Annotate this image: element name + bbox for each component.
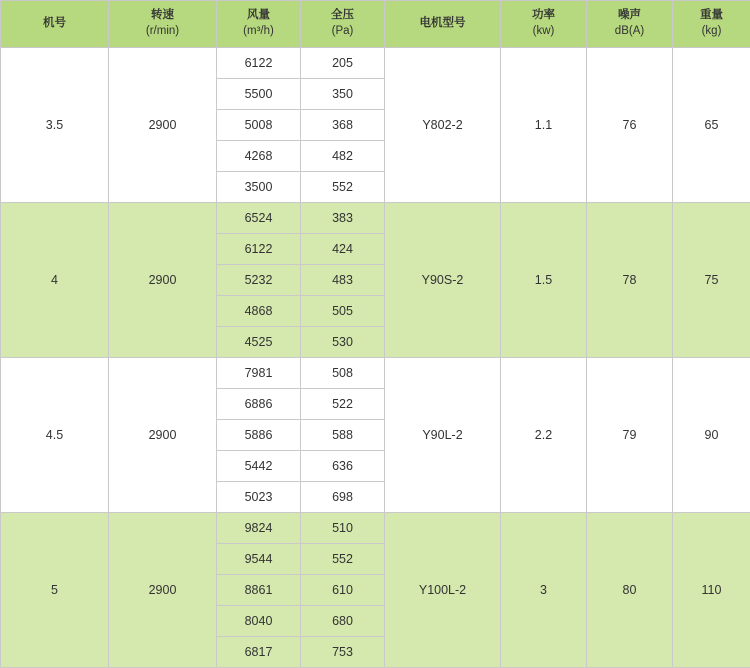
cell-airflow: 5008 [217, 110, 301, 141]
table-row [1, 203, 750, 234]
header-unit-speed: (r/min) [109, 24, 216, 40]
cell-power: 3 [501, 513, 587, 668]
header-unit-noise: dB(A) [587, 24, 672, 40]
cell-model: 4 [1, 203, 109, 358]
cell-motor-model: Y802-2 [385, 48, 501, 203]
cell-airflow: 5886 [217, 420, 301, 451]
cell-noise: 76 [587, 48, 673, 203]
cell-weight: 110 [673, 513, 750, 668]
cell-pressure: 530 [301, 327, 385, 358]
cell-pressure: 552 [301, 172, 385, 203]
cell-speed: 2900 [109, 358, 217, 513]
cell-pressure: 383 [301, 203, 385, 234]
header-cell-weight [673, 1, 750, 48]
cell-airflow: 6886 [217, 389, 301, 420]
cell-pressure: 483 [301, 265, 385, 296]
cell-noise: 80 [587, 513, 673, 668]
cell-pressure: 368 [301, 110, 385, 141]
cell-motor-model: Y100L-2 [385, 513, 501, 668]
header-cell-power [501, 1, 587, 48]
cell-pressure: 205 [301, 48, 385, 79]
cell-power: 1.5 [501, 203, 587, 358]
cell-model: 5 [1, 513, 109, 668]
cell-pressure: 522 [301, 389, 385, 420]
cell-weight: 65 [673, 48, 750, 203]
header-unit-weight: (kg) [673, 24, 750, 40]
header-title-weight: 重量 [673, 8, 750, 24]
cell-airflow: 5023 [217, 482, 301, 513]
cell-pressure: 510 [301, 513, 385, 544]
header-title-model: 机号 [1, 16, 108, 32]
cell-speed: 2900 [109, 203, 217, 358]
cell-airflow: 7981 [217, 358, 301, 389]
cell-power: 1.1 [501, 48, 587, 203]
cell-speed: 2900 [109, 513, 217, 668]
header-title-power: 功率 [501, 8, 586, 24]
cell-pressure: 680 [301, 606, 385, 637]
cell-pressure: 698 [301, 482, 385, 513]
table-row [1, 358, 750, 389]
cell-model: 4.5 [1, 358, 109, 513]
cell-airflow: 4268 [217, 141, 301, 172]
header-title-speed: 转速 [109, 8, 216, 24]
cell-airflow: 4868 [217, 296, 301, 327]
header-title-pressure: 全压 [301, 8, 384, 24]
header-cell-motor-model [385, 1, 501, 48]
cell-pressure: 588 [301, 420, 385, 451]
cell-weight: 90 [673, 358, 750, 513]
header-cell-airflow [217, 1, 301, 48]
cell-pressure: 552 [301, 544, 385, 575]
cell-motor-model: Y90S-2 [385, 203, 501, 358]
cell-pressure: 636 [301, 451, 385, 482]
header-cell-pressure [301, 1, 385, 48]
header-row [1, 1, 750, 48]
header-title-motor-model: 电机型号 [385, 16, 500, 32]
cell-airflow: 5232 [217, 265, 301, 296]
cell-weight: 75 [673, 203, 750, 358]
cell-speed: 2900 [109, 48, 217, 203]
cell-airflow: 5442 [217, 451, 301, 482]
cell-noise: 79 [587, 358, 673, 513]
header-cell-speed [109, 1, 217, 48]
cell-model: 3.5 [1, 48, 109, 203]
header-title-noise: 噪声 [587, 8, 672, 24]
cell-airflow: 5500 [217, 79, 301, 110]
cell-pressure: 610 [301, 575, 385, 606]
cell-airflow: 8861 [217, 575, 301, 606]
header-cell-model [1, 1, 109, 48]
cell-airflow: 9544 [217, 544, 301, 575]
cell-motor-model: Y90L-2 [385, 358, 501, 513]
cell-airflow: 4525 [217, 327, 301, 358]
table-body [1, 48, 750, 668]
cell-airflow: 6122 [217, 48, 301, 79]
cell-power: 2.2 [501, 358, 587, 513]
table-row [1, 513, 750, 544]
table-row [1, 48, 750, 79]
cell-airflow: 6817 [217, 637, 301, 668]
cell-airflow: 9824 [217, 513, 301, 544]
cell-airflow: 6524 [217, 203, 301, 234]
cell-airflow: 6122 [217, 234, 301, 265]
cell-pressure: 505 [301, 296, 385, 327]
cell-airflow: 3500 [217, 172, 301, 203]
table-header [1, 1, 750, 48]
header-unit-airflow: (m³/h) [217, 24, 300, 40]
header-cell-noise [587, 1, 673, 48]
cell-airflow: 8040 [217, 606, 301, 637]
cell-pressure: 424 [301, 234, 385, 265]
cell-pressure: 350 [301, 79, 385, 110]
header-unit-power: (kw) [501, 24, 586, 40]
cell-pressure: 482 [301, 141, 385, 172]
cell-noise: 78 [587, 203, 673, 358]
header-unit-pressure: (Pa) [301, 24, 384, 40]
header-title-airflow: 风量 [217, 8, 300, 24]
cell-pressure: 753 [301, 637, 385, 668]
cell-pressure: 508 [301, 358, 385, 389]
